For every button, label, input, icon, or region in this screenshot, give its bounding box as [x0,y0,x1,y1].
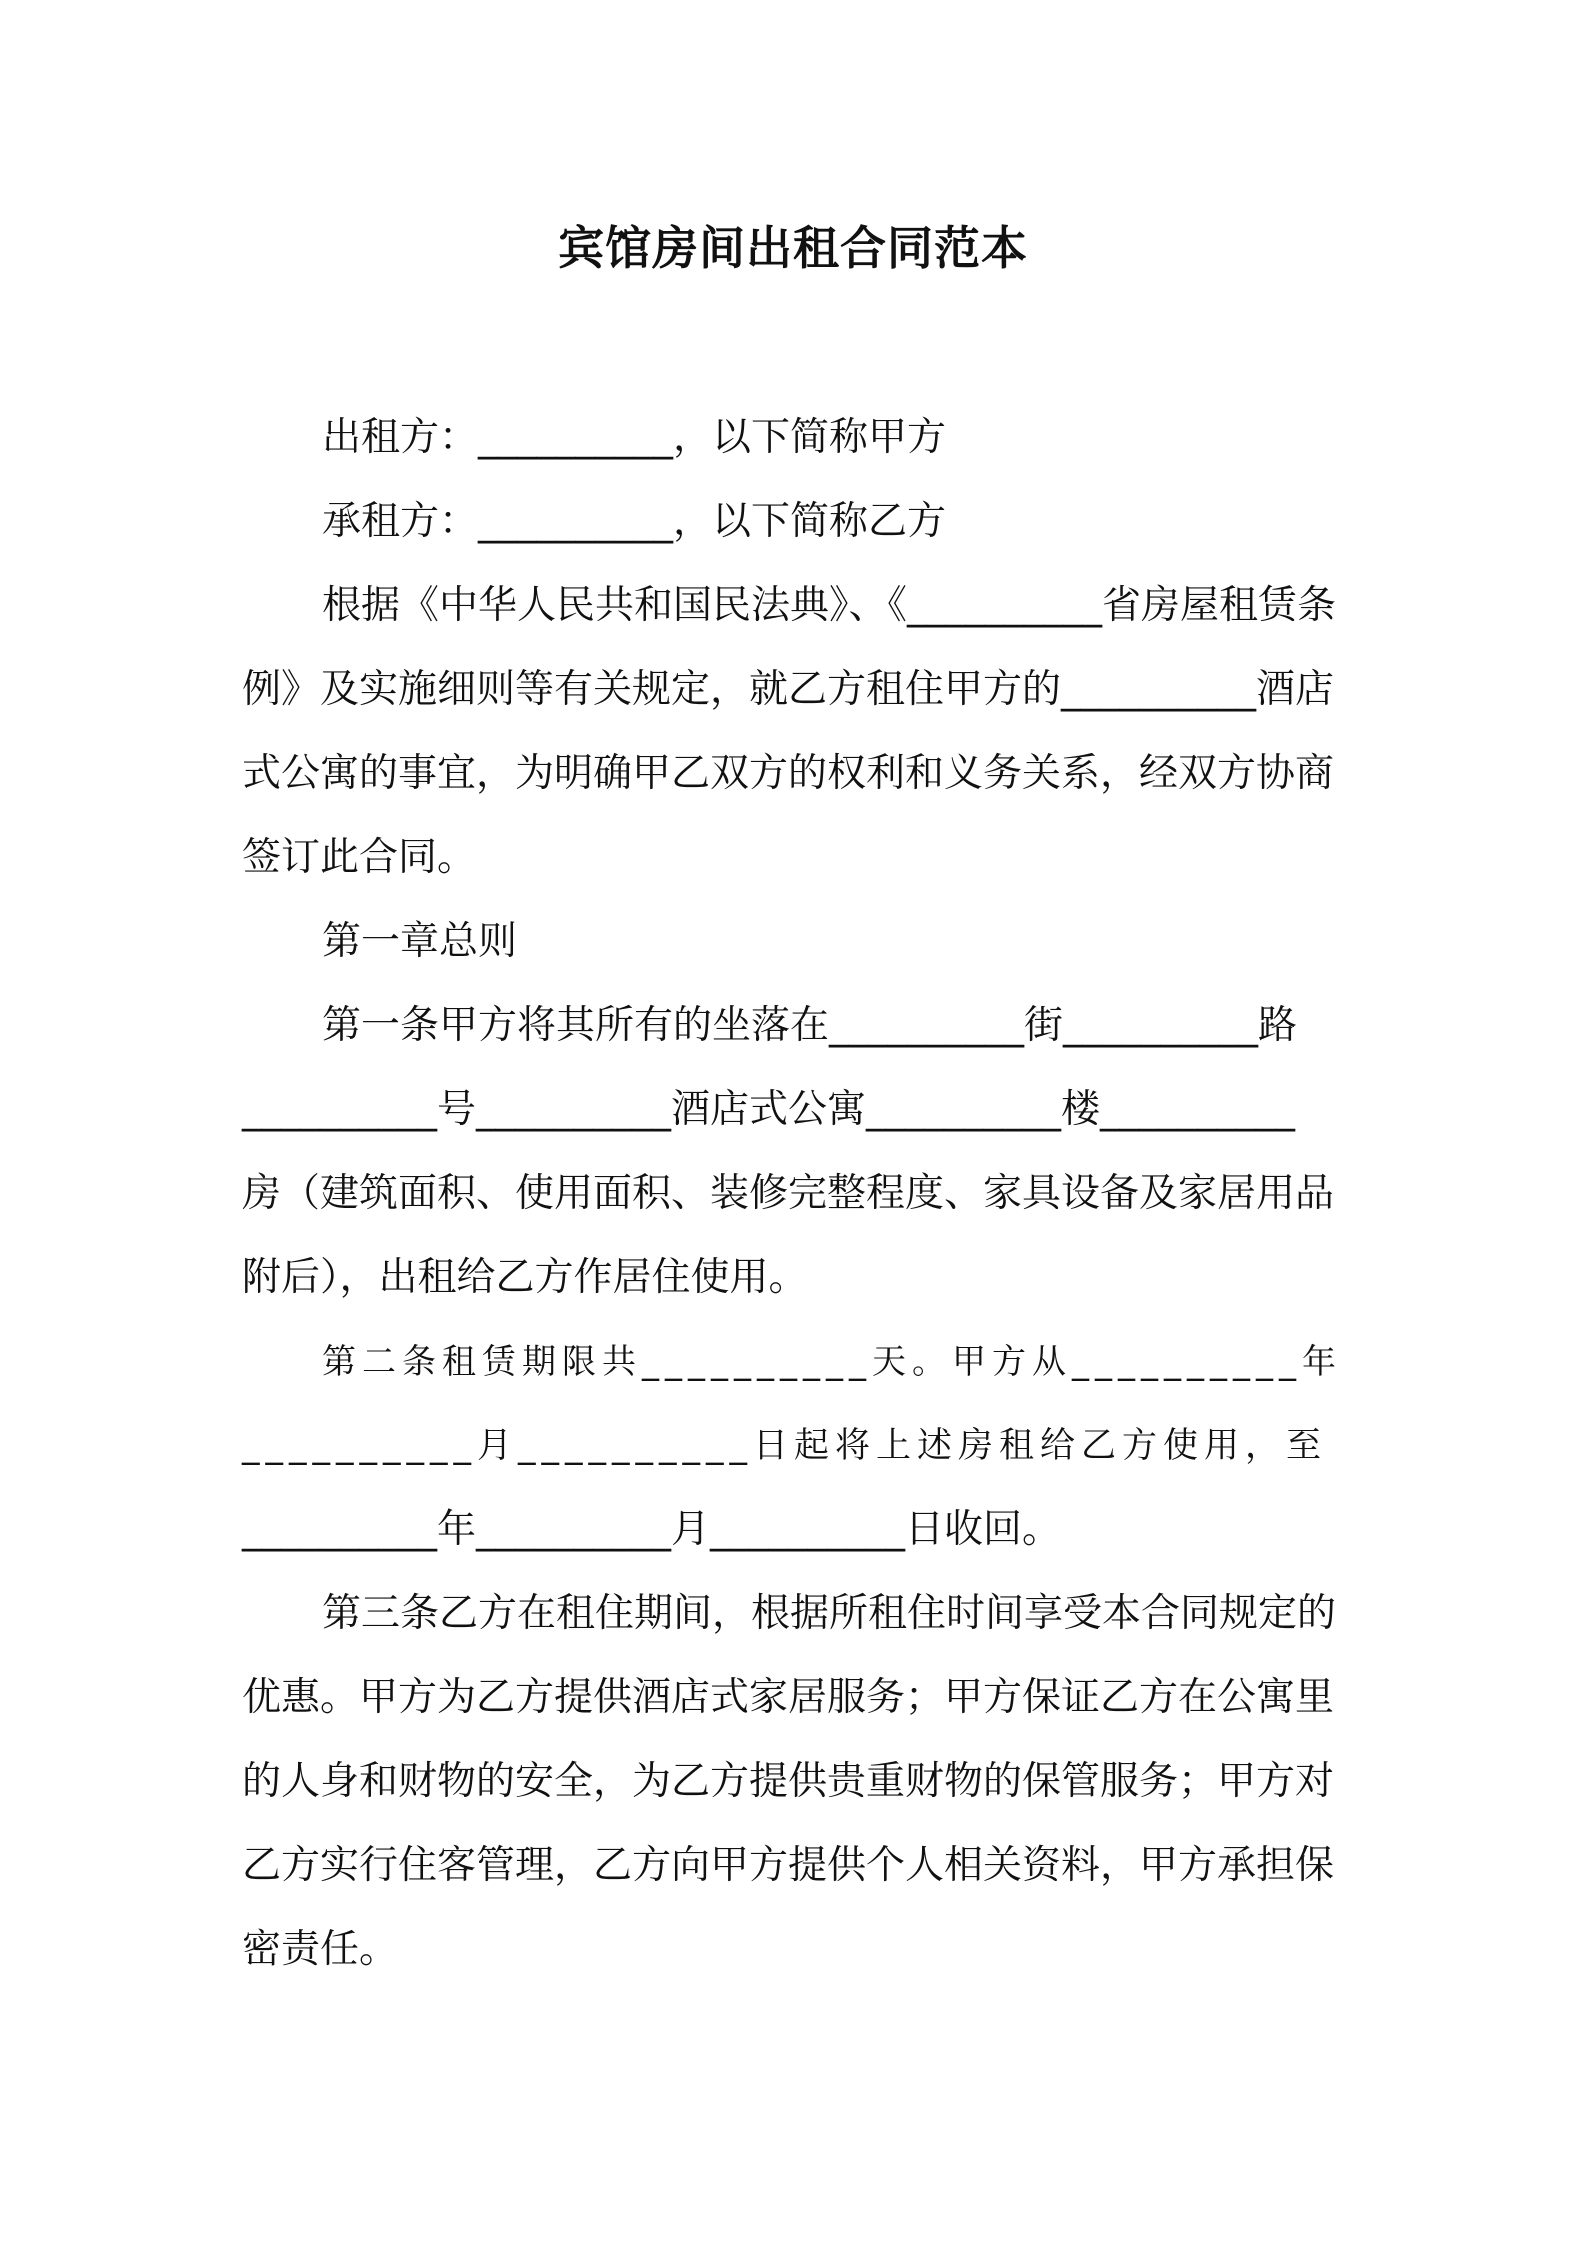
article-3-line-2: 优惠。甲方为乙方提供酒店式家居服务；甲方保证乙方在公寓里 [242,1675,1335,1720]
article-3-line-3: 的人身和财物的安全，为乙方提供贵重财物的保管服务；甲方对 [242,1759,1335,1804]
chapter-heading: 第一章总则 [322,919,518,964]
contract-body [242,396,1350,1992]
article-2-line-3: __________年__________月__________日收回。 [242,1507,1062,1552]
article-3-line-1: 第三条乙方在租住期间，根据所租住时间享受本合同规定的 [322,1591,1337,1636]
preamble-line-1: 根据《中华人民共和国民法典》、《__________省房屋租赁条 [322,583,1337,628]
document-title: 宾馆房间出租合同范本 [558,221,1028,275]
article-3-line-5: 密责任。 [242,1927,399,1972]
article-1-line-2: __________号__________酒店式公寓__________楼__________ [242,1087,1296,1132]
article-1-line-4: 附后），出租给乙方作居住使用。 [242,1255,808,1300]
preamble-line-4: 签订此合同。 [242,835,477,880]
article-1-line-3: 房（建筑面积、使用面积、装修完整程度、家具设备及家居用品 [242,1171,1335,1216]
article-2-line-1: 第二条租赁期限共__________天。甲方从__________年 [322,1342,1342,1382]
preamble-line-3: 式公寓的事宜，为明确甲乙双方的权利和义务关系，经双方协商 [242,751,1335,796]
article-2-line-2: __________月__________日起将上述房租给乙方使用，至 [242,1426,1328,1466]
lessor-line: 出租方：__________，以下简称甲方 [322,415,947,460]
preamble-line-2: 例》及实施细则等有关规定，就乙方租住甲方的__________酒店 [242,667,1335,712]
article-1-line-1: 第一条甲方将其所有的坐落在__________街__________路 [322,1003,1298,1048]
lessee-line: 承租方：__________，以下简称乙方 [322,499,947,544]
article-3-line-4: 乙方实行住客管理，乙方向甲方提供个人相关资料，甲方承担保 [242,1843,1335,1888]
